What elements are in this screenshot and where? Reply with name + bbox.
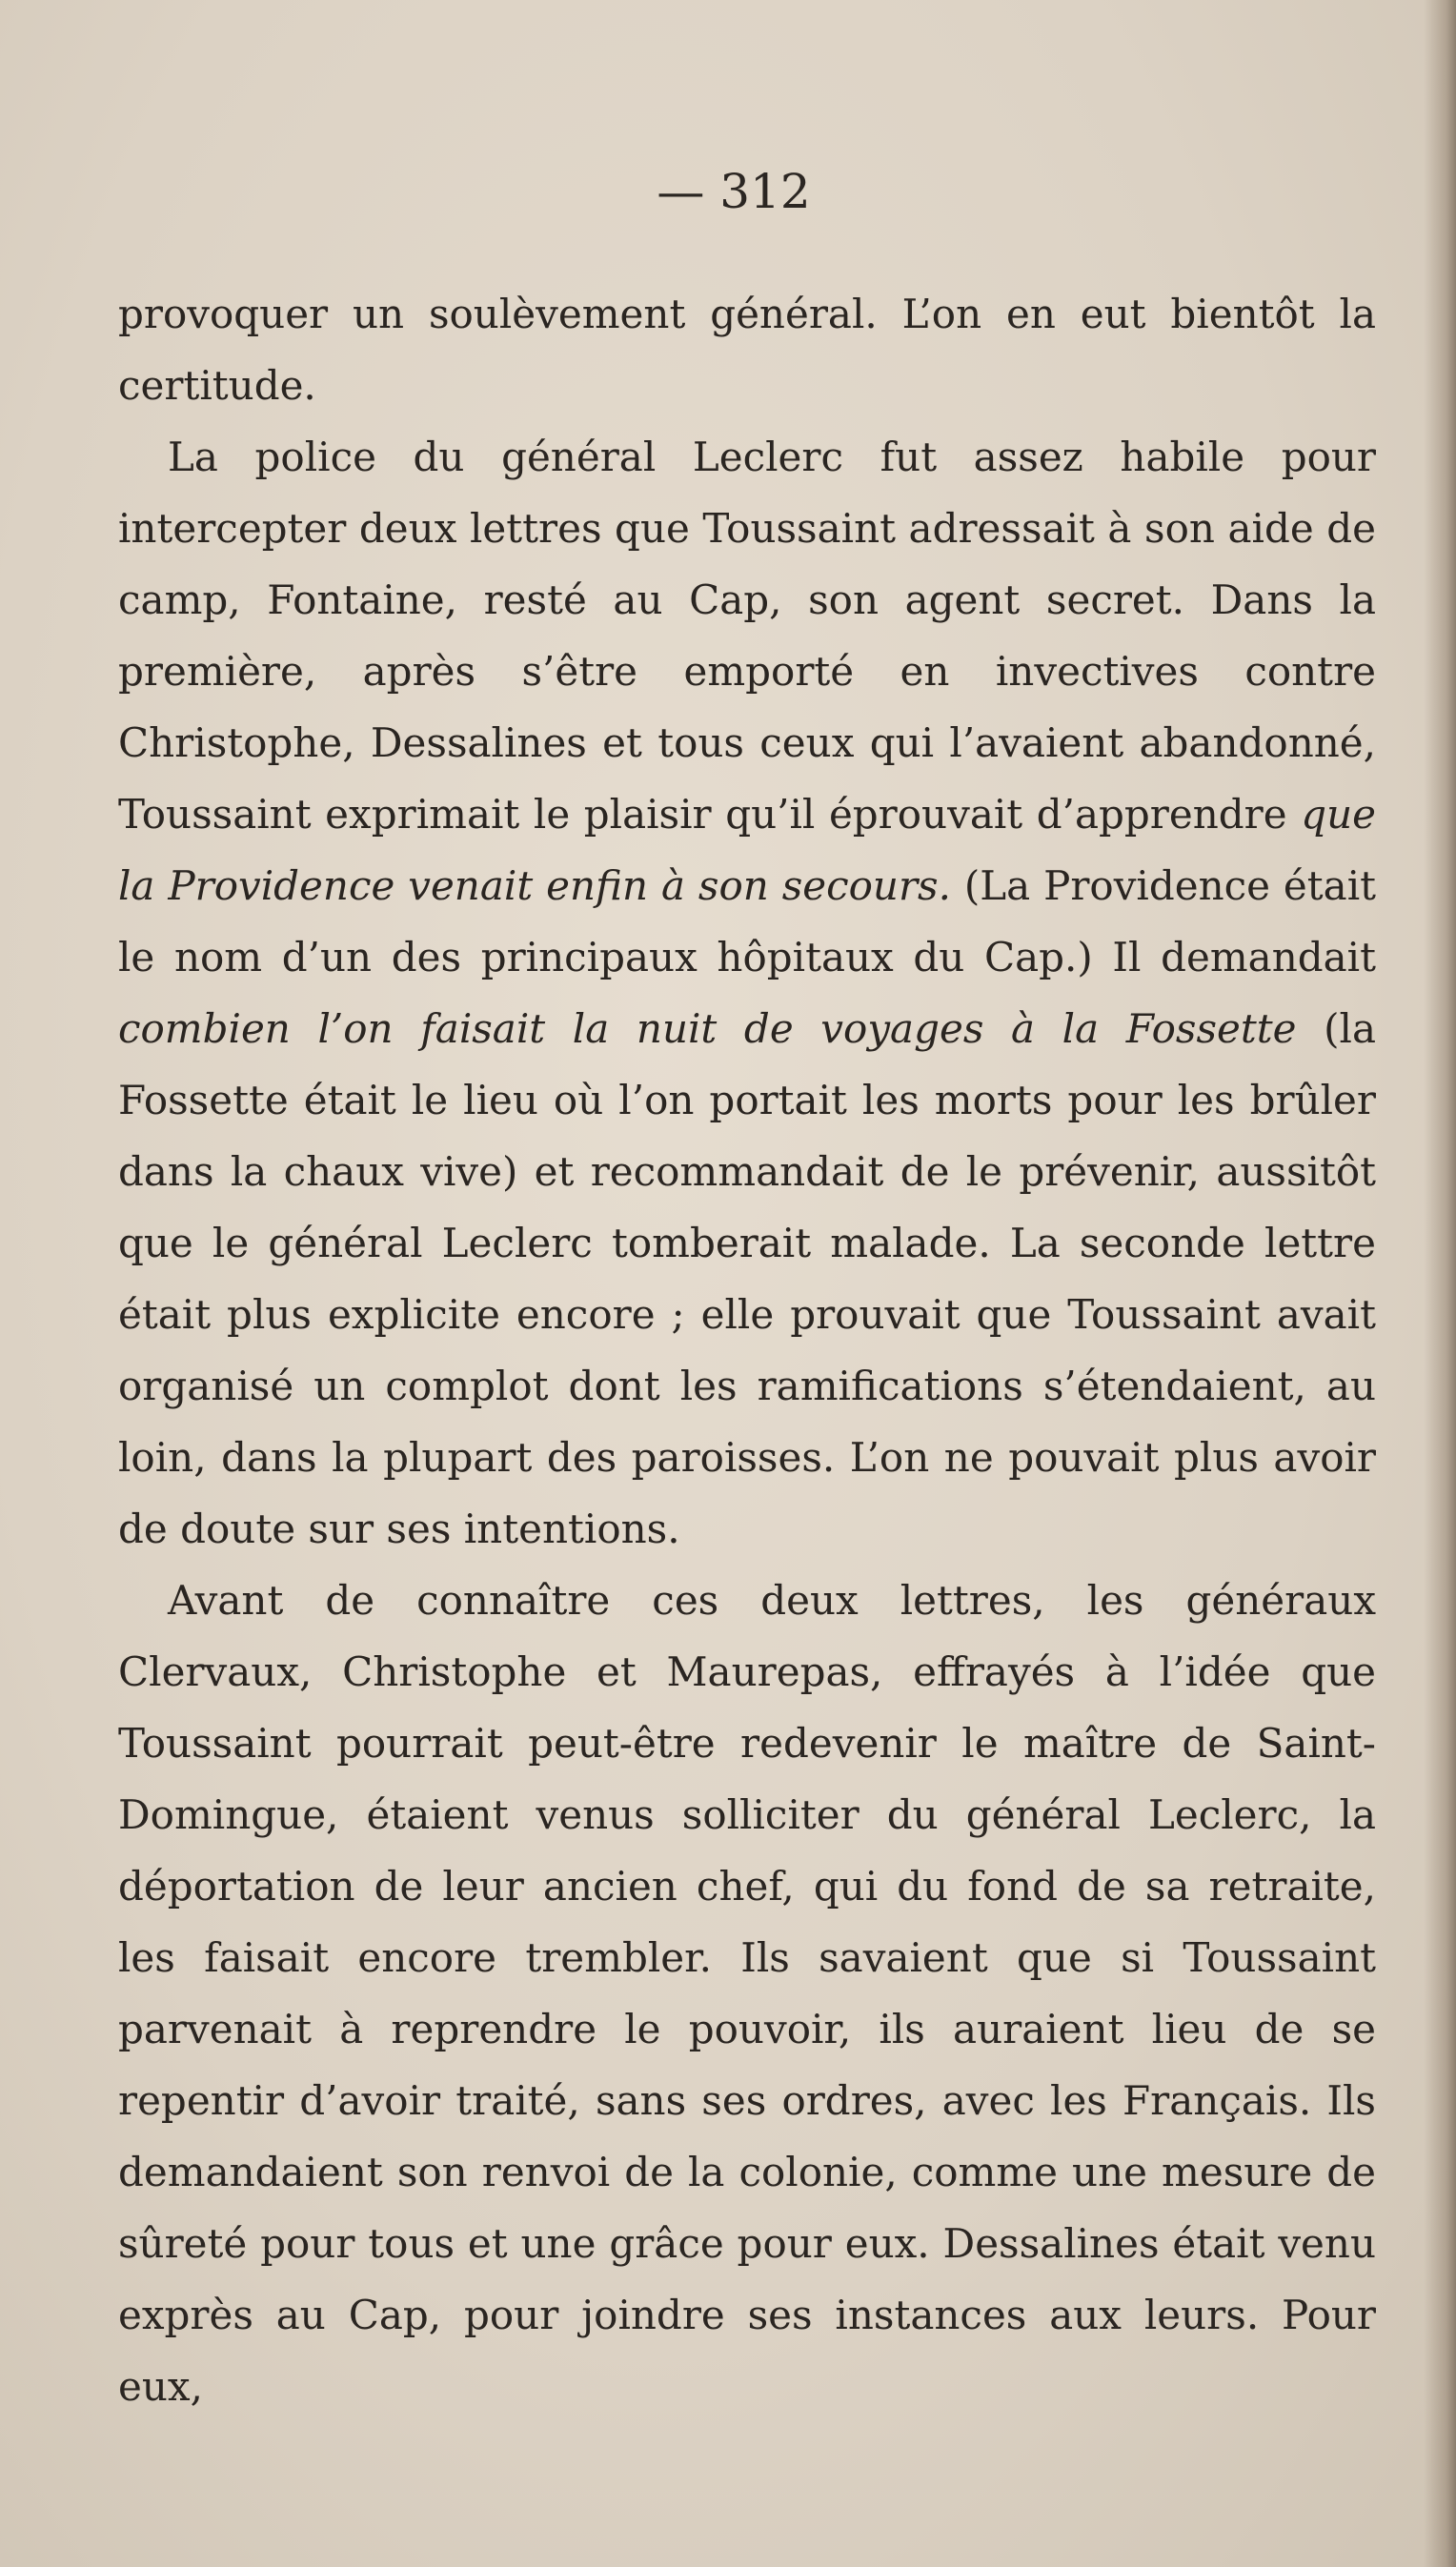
- paragraph-1: [118, 278, 1376, 421]
- italic-text-segment: que la Providence venait enfin à son secours.: [118, 791, 1376, 909]
- text-segment: (la Fossette était le lieu où l’on portait les morts pour les brûler dans la chaux vive) et recommandait de le prévenir, aussitôt que le général Leclerc tomberait malade. La seconde lettre était plus explicite encore ; elle prouvait que Toussaint avait organisé un complot dont les ramifications s’étendaient, au loin, dans la plupart des paroisses. L’on ne pouvait plus avoir de doute sur ses intentions.: [118, 1005, 1376, 1552]
- page-edge-shadow: [1424, 0, 1456, 2567]
- italic-text-segment: combien l’on faisait la nuit de voyages à la Fossette: [118, 1005, 1297, 1052]
- text-segment: La police du général Leclerc fut assez habile pour intercepter deux lettres que Toussaint adressait à son aide de camp, Fontaine, resté au Cap, son agent secret. Dans la première, après s’être emporté en invectives contre Christophe, Dessalines et tous ceux qui l’avaient abandonné, Toussaint exprimait le plaisir qu’il éprouvait d’apprendre: [118, 434, 1376, 838]
- text-segment: provoquer un soulèvement général. L’on en eut bientôt la certitude.: [118, 291, 1376, 409]
- body-text: [118, 278, 1376, 2422]
- text-segment: (La Providence était le nom d’un des principaux hôpitaux du Cap.) Il demandait: [118, 862, 1376, 980]
- paragraph-3: [118, 1565, 1376, 2422]
- page-number: — 312: [657, 164, 811, 219]
- paragraph-2: [118, 421, 1376, 1565]
- text-segment: Avant de connaître ces deux lettres, les généraux Clervaux, Christophe et Maurepas, effrayés à l’idée que Toussaint pourrait peut-être redevenir le maître de Saint-Domingue, étaient venus solliciter du général Leclerc, la déportation de leur ancien chef, qui du fond de sa retraite, les faisait encore trembler. Ils savaient que si Toussaint parvenait à reprendre le pouvoir, ils auraient lieu de se repentir d’avoir traité, sans ses ordres, avec les Français. Ils demandaient son renvoi de la colonie, comme une mesure de sûreté pour tous et une grâce pour eux. Dessalines était venu exprès au Cap, pour joindre ses instances aux leurs. Pour eux,: [118, 1577, 1376, 2410]
